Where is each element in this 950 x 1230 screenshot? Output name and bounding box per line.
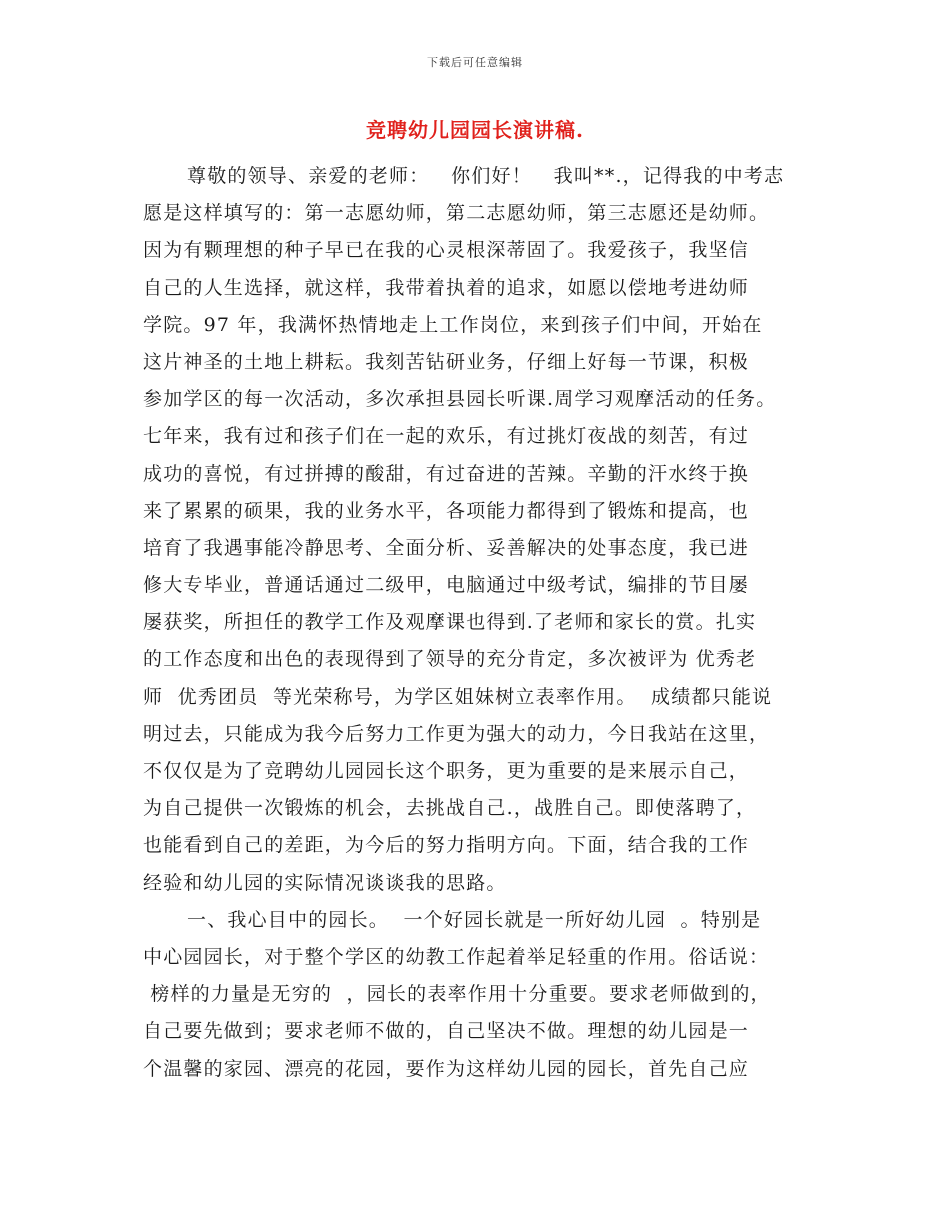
paragraph-line: 的工作态度和出色的表现得到了领导的充分肯定，多次被评为 优秀老	[143, 648, 757, 671]
paragraph-line: 来了累累的硕果，我的业务水平，各项能力都得到了锻炼和提高，也	[143, 499, 750, 522]
document-body	[143, 158, 823, 1088]
paragraph-line: 为自己提供一次锻炼的机会，去挑战自己.，战胜自己。即使落聘了，	[143, 797, 757, 820]
paragraph-line: 修大专毕业，普通话通过二级甲，电脑通过中级考试，编排的节目屡	[143, 574, 750, 597]
paragraph-line: 也能看到自己的差距，为今后的努力指明方向。下面，结合我的工作	[143, 834, 750, 857]
paragraph-line: 参加学区的每一次活动，多次承担县园长听课.周学习观摩活动的任务。	[143, 388, 777, 411]
paragraph-line: 经验和幼儿园的实际情况谈谈我的思路。	[143, 871, 507, 894]
paragraph-line: 学院。97 年，我满怀热情地走上工作岗位，来到孩子们中间，开始在	[143, 313, 763, 336]
paragraph-line: 中心园园长，对于整个学区的幼教工作起着举足轻重的作用。俗话说：	[143, 945, 770, 968]
paragraph-line: 一、我心目中的园长。 一个好园长就是一所好幼儿园 。特别是	[187, 908, 762, 931]
page-header-note: 下载后可任意编辑	[427, 56, 523, 69]
paragraph-line: 自己的人生选择，就这样，我带着执着的追求，如愿以偿地考进幼师	[143, 276, 750, 299]
paragraph-line: 屡获奖，所担任的教学工作及观摩课也得到.了老师和家长的赏。扎实	[143, 611, 757, 634]
paragraph-line: 榜样的力量是无穷的 ，园长的表率作用十分重要。要求老师做到的，	[143, 983, 771, 1006]
paragraph-line: 自己要先做到；要求老师不做的，自己坚决不做。理想的幼儿园是一	[143, 1020, 750, 1043]
paragraph-line: 个温馨的家园、漂亮的花园，要作为这样幼儿园的园长，首先自己应	[143, 1057, 750, 1080]
paragraph-line: 因为有颗理想的种子早已在我的心灵根深蒂固了。我爱孩子，我坚信	[143, 239, 750, 262]
paragraph-line: 七年来，我有过和孩子们在一起的欢乐，有过挑灯夜战的刻苦，有过	[143, 425, 750, 448]
paragraph-line: 这片神圣的土地上耕耘。我刻苦钻研业务，仔细上好每一节课，积极	[143, 350, 750, 373]
paragraph-line: 培育了我遇事能冷静思考、全面分析、妥善解决的处事态度，我已进	[143, 536, 750, 559]
paragraph-line: 不仅仅是为了竞聘幼儿园园长这个职务，更为重要的是来展示自己，	[143, 760, 750, 782]
paragraph-line: 愿是这样填写的：第一志愿幼师，第二志愿幼师，第三志愿还是幼师。	[143, 202, 770, 225]
paragraph-line: 尊敬的领导、亲爱的老师： 你们好！ 我叫**.，记得我的中考志	[187, 165, 785, 187]
paragraph-line: 成功的喜悦，有过拼搏的酸甜，有过奋进的苦辣。辛勤的汗水终于换	[143, 462, 750, 485]
paragraph-line: 师 优秀团员 等光荣称号，为学区姐妹树立表率作用。 成绩都只能说	[143, 685, 773, 708]
document-title: 竞聘幼儿园园长演讲稿.	[366, 118, 584, 142]
paragraph-line: 明过去，只能成为我今后努力工作更为强大的动力，今日我站在这里，	[143, 722, 770, 745]
